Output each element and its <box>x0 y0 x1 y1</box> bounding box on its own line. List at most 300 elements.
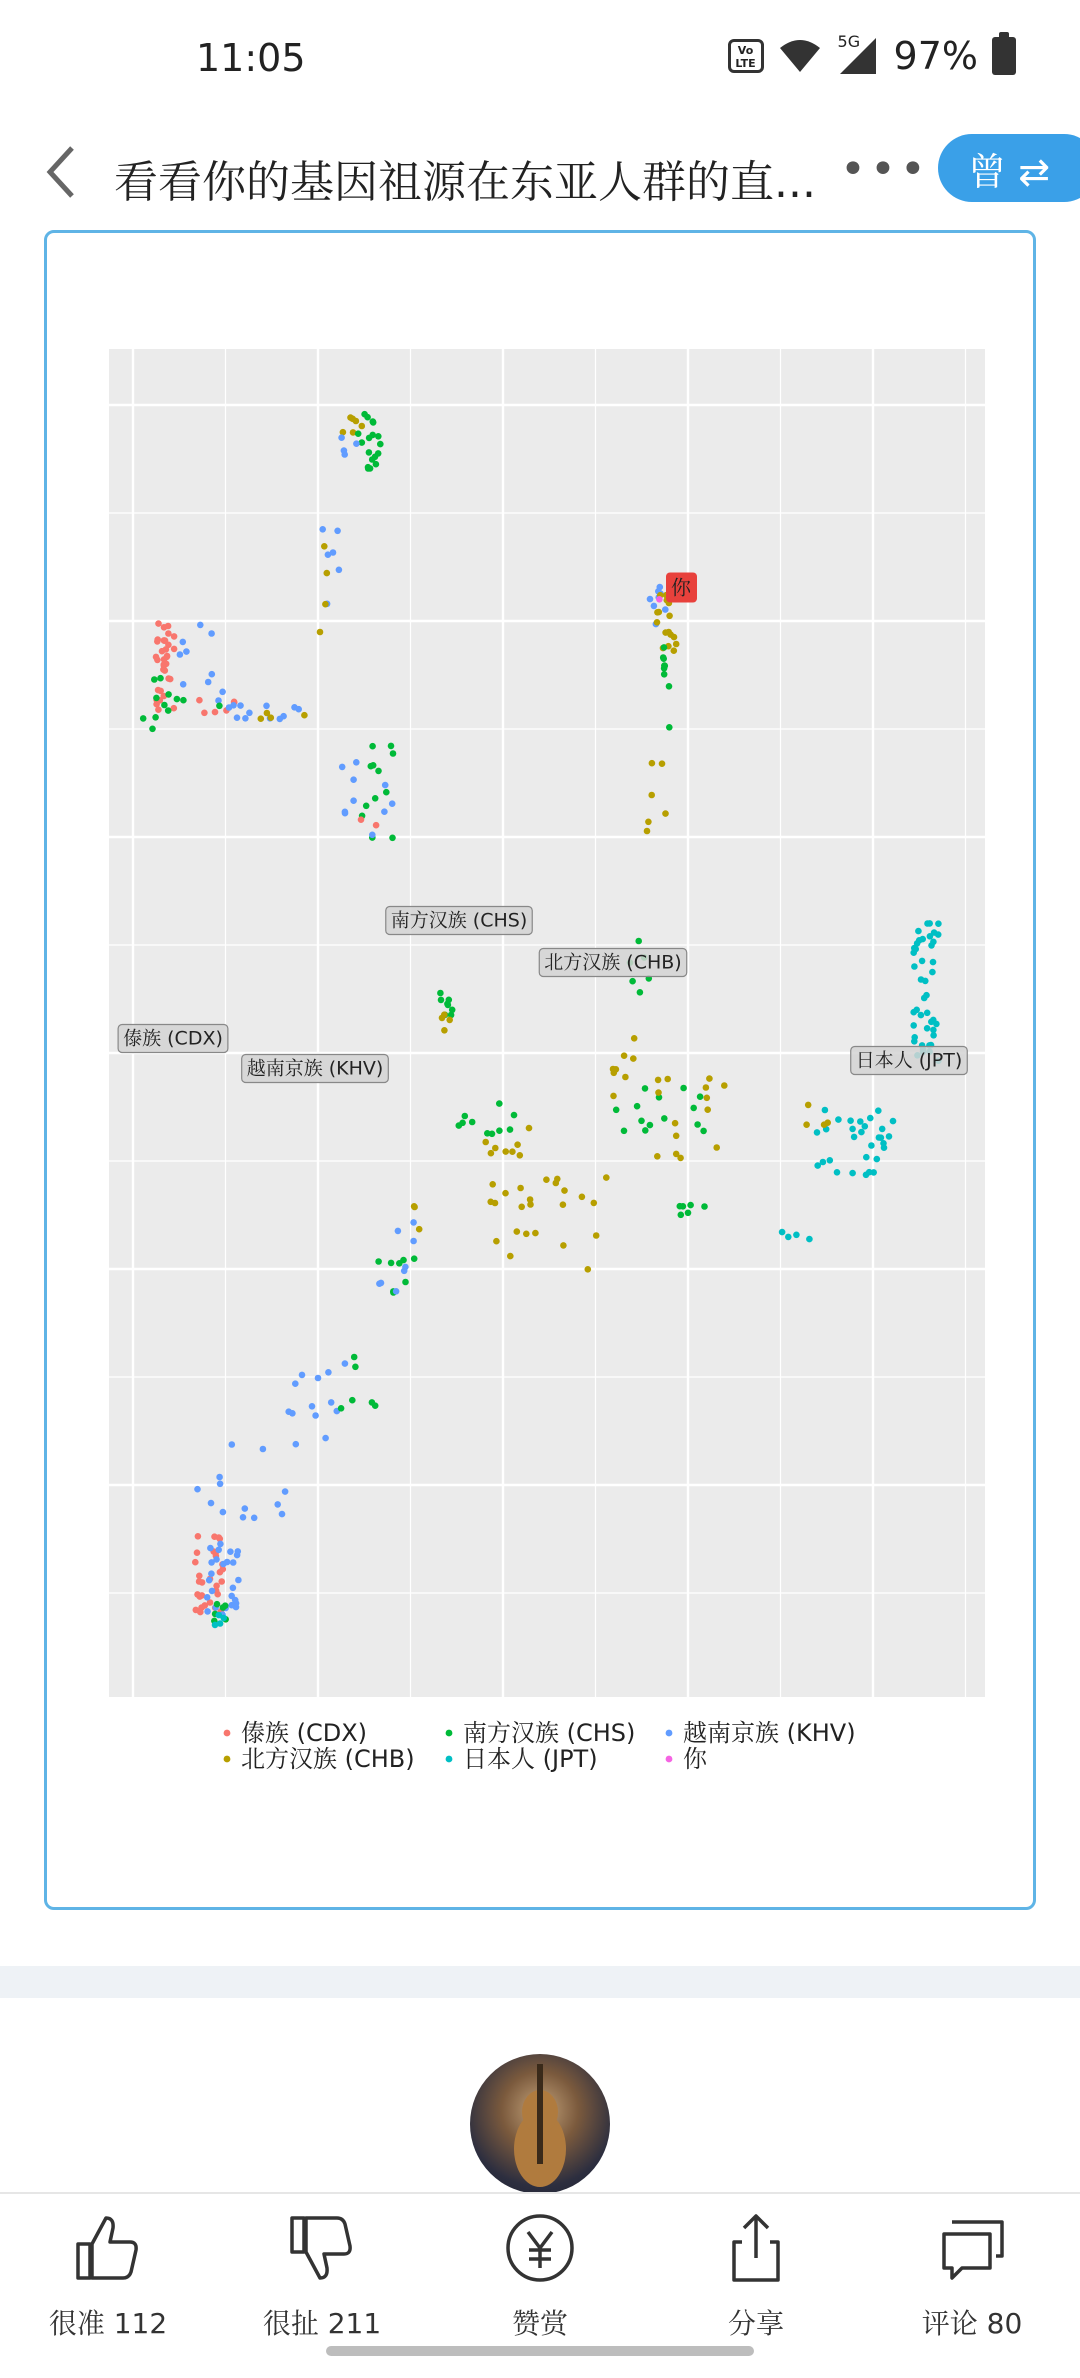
scatter-point <box>369 832 376 839</box>
scatter-point <box>140 715 147 722</box>
scatter-point <box>654 1153 661 1160</box>
scatter-point <box>388 743 395 750</box>
scatter-point <box>662 810 669 817</box>
scatter-point <box>930 959 937 966</box>
scatter-point <box>827 1157 834 1164</box>
legend-label: 日本人 (JPT) <box>463 1745 598 1773</box>
scatter-point <box>218 1578 225 1585</box>
scatter-point <box>560 1242 567 1249</box>
share-label: 分享 <box>727 2307 784 2340</box>
scatter-point <box>180 681 187 688</box>
scatter-point <box>703 1084 710 1091</box>
scatter-point <box>165 691 172 698</box>
scatter-point <box>375 433 382 440</box>
scatter-point <box>229 1441 236 1448</box>
scatter-point <box>325 551 332 558</box>
scatter-point <box>264 710 271 717</box>
scatter-point <box>441 1027 448 1034</box>
scatter-point <box>219 689 226 696</box>
scatter-point <box>279 1511 286 1518</box>
switch-user-button[interactable]: 曾 ⇄ <box>938 134 1080 202</box>
scatter-point <box>260 1446 267 1453</box>
comment-count-label: 评论 80 <box>921 2307 1023 2340</box>
scatter-point <box>224 1559 231 1566</box>
scatter-point <box>395 1228 402 1235</box>
scatter-point <box>923 992 930 999</box>
scatter-point <box>159 648 166 655</box>
scatter-point <box>204 1608 211 1615</box>
scatter-point <box>193 1607 200 1614</box>
scatter-point <box>910 1022 917 1029</box>
scatter-point <box>171 646 178 653</box>
thumbs-down-icon <box>282 2208 362 2288</box>
legend-label: 越南京族 (KHV) <box>683 1719 856 1747</box>
scatter-point <box>862 1123 869 1130</box>
scatter-point <box>661 671 668 678</box>
scatter-point <box>489 1131 496 1138</box>
scatter-point <box>240 1514 247 1521</box>
scatter-point <box>322 601 329 608</box>
scatter-point <box>263 703 270 710</box>
scatter-point <box>654 619 661 626</box>
scatter-point <box>349 1397 356 1404</box>
scatter-point <box>560 1201 567 1208</box>
scatter-point <box>291 704 298 711</box>
scatter-point <box>341 451 348 458</box>
centroid-label <box>666 573 697 603</box>
scatter-point <box>870 1169 877 1176</box>
scatter-point <box>655 1089 662 1096</box>
legend-key <box>666 1756 673 1763</box>
scatter-point <box>514 1228 521 1235</box>
scatter-point <box>358 816 365 823</box>
scatter-point <box>251 1515 258 1522</box>
scatter-point <box>328 1399 335 1406</box>
scatter-point <box>785 1234 792 1241</box>
scatter-point <box>849 1170 856 1177</box>
violin-image <box>470 2054 610 2194</box>
scatter-point <box>155 620 162 627</box>
scatter-point <box>165 630 172 637</box>
scatter-point <box>694 1121 701 1128</box>
scatter-point <box>919 936 926 943</box>
scatter-point <box>514 1141 521 1148</box>
scatter-point <box>161 637 168 644</box>
scatter-point <box>482 1139 489 1146</box>
scatter-point <box>216 1474 223 1481</box>
scatter-point <box>359 423 366 430</box>
scatter-point <box>489 1181 496 1188</box>
scatter-point <box>622 1074 629 1081</box>
scatter-point <box>858 1129 865 1136</box>
scatter-point <box>161 702 168 709</box>
scatter-point <box>208 1500 215 1507</box>
thumbs-up-icon <box>68 2208 148 2288</box>
scatter-point <box>637 989 644 996</box>
legend-label: 北方汉族 (CHB) <box>241 1745 415 1773</box>
pca-scatter-chart <box>47 233 1033 1907</box>
scatter-point <box>603 1174 610 1181</box>
scatter-point <box>713 1144 720 1151</box>
scatter-point <box>439 1015 446 1022</box>
wifi-icon <box>778 38 822 74</box>
scatter-point <box>649 760 656 767</box>
scatter-point <box>217 1481 224 1488</box>
scatter-point <box>194 1486 201 1493</box>
scatter-point <box>416 1226 423 1233</box>
scatter-point <box>285 1408 292 1415</box>
scatter-point <box>208 1559 215 1566</box>
scatter-point <box>201 710 208 717</box>
scatter-point <box>209 671 216 678</box>
scatter-point <box>235 1577 242 1584</box>
scatter-point <box>666 724 673 731</box>
scatter-point <box>369 743 376 750</box>
scatter-point <box>214 1591 221 1598</box>
scatter-point <box>648 792 655 799</box>
dislike-button[interactable] <box>232 2208 412 2338</box>
scatter-point <box>935 920 942 927</box>
scatter-point <box>613 1107 620 1114</box>
scatter-point <box>704 1095 711 1102</box>
scatter-point <box>863 1154 870 1161</box>
scatter-point <box>661 644 668 651</box>
plot-panel <box>109 349 985 1697</box>
scatter-point <box>629 978 636 985</box>
centroid-label-text: 越南京族 (KHV) <box>246 1057 384 1080</box>
scatter-point <box>340 429 347 436</box>
scatter-point <box>913 1007 920 1014</box>
scatter-point <box>814 1129 821 1136</box>
scatter-point <box>651 603 658 610</box>
scatter-point <box>228 1593 235 1600</box>
legend-label: 你 <box>683 1745 707 1773</box>
scatter-point <box>410 1219 417 1226</box>
scatter-point <box>299 1372 306 1379</box>
scatter-point <box>375 450 382 457</box>
status-icons <box>728 34 1016 78</box>
scatter-point <box>690 1105 697 1112</box>
scatter-point <box>315 1375 322 1382</box>
volte-icon: Vo LTE <box>728 39 764 73</box>
scatter-point <box>207 1545 214 1552</box>
scatter-point <box>321 543 328 550</box>
scatter-point <box>301 712 308 719</box>
scatter-point <box>579 1194 586 1201</box>
scatter-point <box>922 978 929 985</box>
centroid-label-text: 傣族 (CDX) <box>123 1027 223 1050</box>
scatter-point <box>517 1152 524 1159</box>
scatter-point <box>915 928 922 935</box>
scatter-point <box>324 570 331 577</box>
scatter-point <box>886 1133 893 1140</box>
scatter-point <box>368 763 375 770</box>
scatter-point <box>220 1509 227 1516</box>
scatter-point <box>704 1106 711 1113</box>
scatter-point <box>924 920 931 927</box>
scatter-point <box>149 726 156 733</box>
scatter-point <box>509 1148 516 1155</box>
battery-icon <box>992 37 1016 75</box>
scatter-point <box>644 828 651 835</box>
scatter-point <box>561 1187 568 1194</box>
scatter-point <box>363 803 370 810</box>
scatter-point <box>212 709 219 716</box>
scatter-point <box>317 629 324 636</box>
scatter-point <box>378 1280 385 1287</box>
scatter-point <box>507 1126 514 1133</box>
centroid-label <box>118 1025 228 1053</box>
scatter-point <box>928 942 935 949</box>
scatter-point <box>656 596 663 603</box>
scatter-point <box>593 1232 600 1239</box>
scatter-point <box>677 1155 684 1162</box>
scatter-point <box>631 1035 638 1042</box>
centroid-label <box>539 949 686 977</box>
scatter-point <box>205 679 212 686</box>
tip-button[interactable] <box>450 2208 630 2338</box>
scatter-point <box>350 797 357 804</box>
scatter-point <box>165 707 172 714</box>
status-time: 11:05 <box>196 36 306 80</box>
scatter-point <box>204 1594 211 1601</box>
scatter-point <box>492 1200 499 1207</box>
scatter-point <box>661 1115 668 1122</box>
scatter-point <box>874 1156 881 1163</box>
scatter-point <box>216 703 223 710</box>
scatter-point <box>930 1027 937 1034</box>
scatter-point <box>621 1052 628 1059</box>
scatter-point <box>312 1412 319 1419</box>
scatter-point <box>196 1573 203 1580</box>
scatter-point <box>230 702 237 709</box>
scatter-point <box>701 1203 708 1210</box>
app-header <box>0 120 1080 232</box>
scatter-point <box>446 1017 453 1024</box>
scatter-point <box>174 696 181 703</box>
scatter-point <box>342 809 349 816</box>
scatter-point <box>462 1113 469 1120</box>
scatter-point <box>353 418 360 425</box>
scatter-point <box>152 714 159 721</box>
scatter-point <box>351 1354 358 1361</box>
scatter-point <box>165 675 172 682</box>
scatter-point <box>492 1145 499 1152</box>
scatter-point <box>834 1169 841 1176</box>
scatter-point <box>215 1547 222 1554</box>
scatter-point <box>171 633 178 640</box>
scatter-point <box>366 449 373 456</box>
scatter-point <box>677 1203 684 1210</box>
battery-percent: 97% <box>893 34 978 78</box>
scatter-point <box>154 636 161 643</box>
scatter-point <box>673 641 680 648</box>
scatter-point <box>667 631 674 638</box>
scatter-point <box>526 1125 533 1132</box>
author-avatar[interactable] <box>470 2054 610 2194</box>
legend-key <box>224 1730 231 1737</box>
scatter-point <box>309 1403 316 1410</box>
scatter-point <box>517 1185 524 1192</box>
scatter-point <box>914 940 921 947</box>
scatter-point <box>924 1010 931 1017</box>
legend-key <box>446 1756 453 1763</box>
scatter-point <box>217 1620 224 1627</box>
scatter-point <box>875 1107 882 1114</box>
scatter-point <box>222 1602 229 1609</box>
back-arrow-icon[interactable] <box>40 142 80 202</box>
share-icon <box>716 2208 796 2288</box>
scatter-point <box>355 430 362 437</box>
scatter-point <box>246 710 253 717</box>
scatter-point <box>446 997 453 1004</box>
scatter-point <box>336 567 343 574</box>
scatter-point <box>511 1112 518 1119</box>
scatter-point <box>180 639 187 646</box>
scatter-point <box>157 675 164 682</box>
scatter-point <box>911 963 918 970</box>
scatter-point <box>919 958 926 965</box>
scatter-point <box>496 1127 503 1134</box>
like-button[interactable] <box>18 2208 198 2338</box>
scatter-point <box>155 687 162 694</box>
scatter-point <box>488 1150 495 1157</box>
scatter-point <box>375 1258 382 1265</box>
scatter-point <box>206 1577 213 1584</box>
scatter-point <box>553 1180 560 1187</box>
scatter-point <box>322 1435 329 1442</box>
scatter-point <box>361 411 368 418</box>
scatter-point <box>585 1266 592 1273</box>
scatter-point <box>325 1369 332 1376</box>
scatter-point <box>543 1176 550 1183</box>
scatter-point <box>237 702 244 709</box>
scatter-point <box>202 1602 209 1609</box>
yen-coin-icon <box>500 2208 580 2288</box>
scatter-point <box>847 1117 854 1124</box>
scatter-point <box>389 835 396 842</box>
scatter-point <box>277 716 284 723</box>
scatter-point <box>438 997 445 1004</box>
scatter-point <box>334 528 341 535</box>
status-bar <box>0 0 1080 120</box>
scatter-point <box>227 1548 234 1555</box>
scatter-point <box>822 1107 829 1114</box>
scatter-point <box>339 764 346 771</box>
scatter-point <box>242 715 249 722</box>
cell-signal-icon: 5G <box>836 36 880 76</box>
scatter-point <box>687 1202 694 1209</box>
scatter-point <box>372 795 379 802</box>
scatter-point <box>411 1203 418 1210</box>
home-indicator <box>326 2346 754 2356</box>
scatter-point <box>383 789 390 796</box>
scatter-point <box>805 1102 812 1109</box>
scatter-point <box>680 1085 687 1092</box>
scatter-point <box>672 1120 679 1127</box>
scatter-point <box>666 613 673 620</box>
scatter-point <box>274 1501 281 1508</box>
scatter-point <box>382 782 389 789</box>
scatter-point <box>393 1288 400 1295</box>
scatter-point <box>180 697 187 704</box>
scatter-point <box>230 1585 237 1592</box>
scatter-point <box>235 1548 242 1555</box>
scatter-point <box>879 1126 886 1133</box>
scatter-point <box>292 1380 299 1387</box>
scatter-point <box>610 1093 617 1100</box>
scatter-point <box>621 1128 628 1135</box>
scatter-point <box>645 819 652 826</box>
legend-key <box>666 1730 673 1737</box>
scatter-point <box>659 760 666 767</box>
more-options-icon[interactable]: ••• <box>840 144 930 195</box>
scatter-point <box>456 1122 463 1129</box>
scatter-point <box>352 1364 359 1371</box>
scatter-point <box>493 1238 500 1245</box>
scatter-point <box>527 1201 534 1208</box>
scatter-point <box>507 1253 514 1260</box>
scatter-point <box>880 1140 887 1147</box>
scatter-point <box>194 1591 201 1598</box>
scatter-point <box>835 1116 842 1123</box>
scatter-point <box>195 1533 202 1540</box>
scatter-point <box>779 1229 786 1236</box>
legend-key <box>224 1756 231 1763</box>
scatter-point <box>216 1534 223 1541</box>
centroid-label-text: 你 <box>671 575 691 600</box>
legend-label: 南方汉族 (CHS) <box>463 1719 636 1747</box>
scatter-point <box>661 663 668 670</box>
scatter-point <box>638 1118 645 1125</box>
scatter-point <box>502 1190 509 1197</box>
scatter-point <box>532 1230 539 1237</box>
scatter-point <box>208 1570 215 1577</box>
centroid-label-text: 日本人 (JPT) <box>855 1049 963 1072</box>
scatter-point <box>849 1126 856 1133</box>
comment-icon <box>932 2208 1012 2288</box>
scatter-point <box>183 648 190 655</box>
scatter-point <box>469 1119 476 1126</box>
page-title: 看看你的基因祖源在东亚人群的直... <box>114 157 816 208</box>
scatter-point <box>365 465 372 472</box>
scatter-point <box>924 1025 931 1032</box>
scatter-point <box>208 630 215 637</box>
scatter-point <box>196 697 203 704</box>
scatter-point <box>868 1142 875 1149</box>
scatter-point <box>523 1231 530 1238</box>
scatter-point <box>611 1070 618 1077</box>
comment-button[interactable] <box>882 2208 1062 2338</box>
scatter-point <box>655 1077 662 1084</box>
scatter-point <box>258 715 265 722</box>
scatter-point <box>369 1399 376 1406</box>
scatter-point <box>381 808 388 815</box>
chart-legend <box>224 1719 856 1773</box>
like-count-label: 很准 112 <box>48 2307 168 2340</box>
centroid-label <box>242 1055 389 1083</box>
scatter-point <box>192 1559 199 1566</box>
share-button[interactable] <box>666 2208 846 2338</box>
scatter-point <box>660 655 667 662</box>
scatter-point <box>293 1441 300 1448</box>
scatter-point <box>721 1082 728 1089</box>
scatter-point <box>496 1100 503 1107</box>
scatter-point <box>664 1076 671 1083</box>
scatter-point <box>857 1118 864 1125</box>
scatter-point <box>350 776 357 783</box>
dislike-count-label: 很扯 211 <box>262 2307 382 2340</box>
